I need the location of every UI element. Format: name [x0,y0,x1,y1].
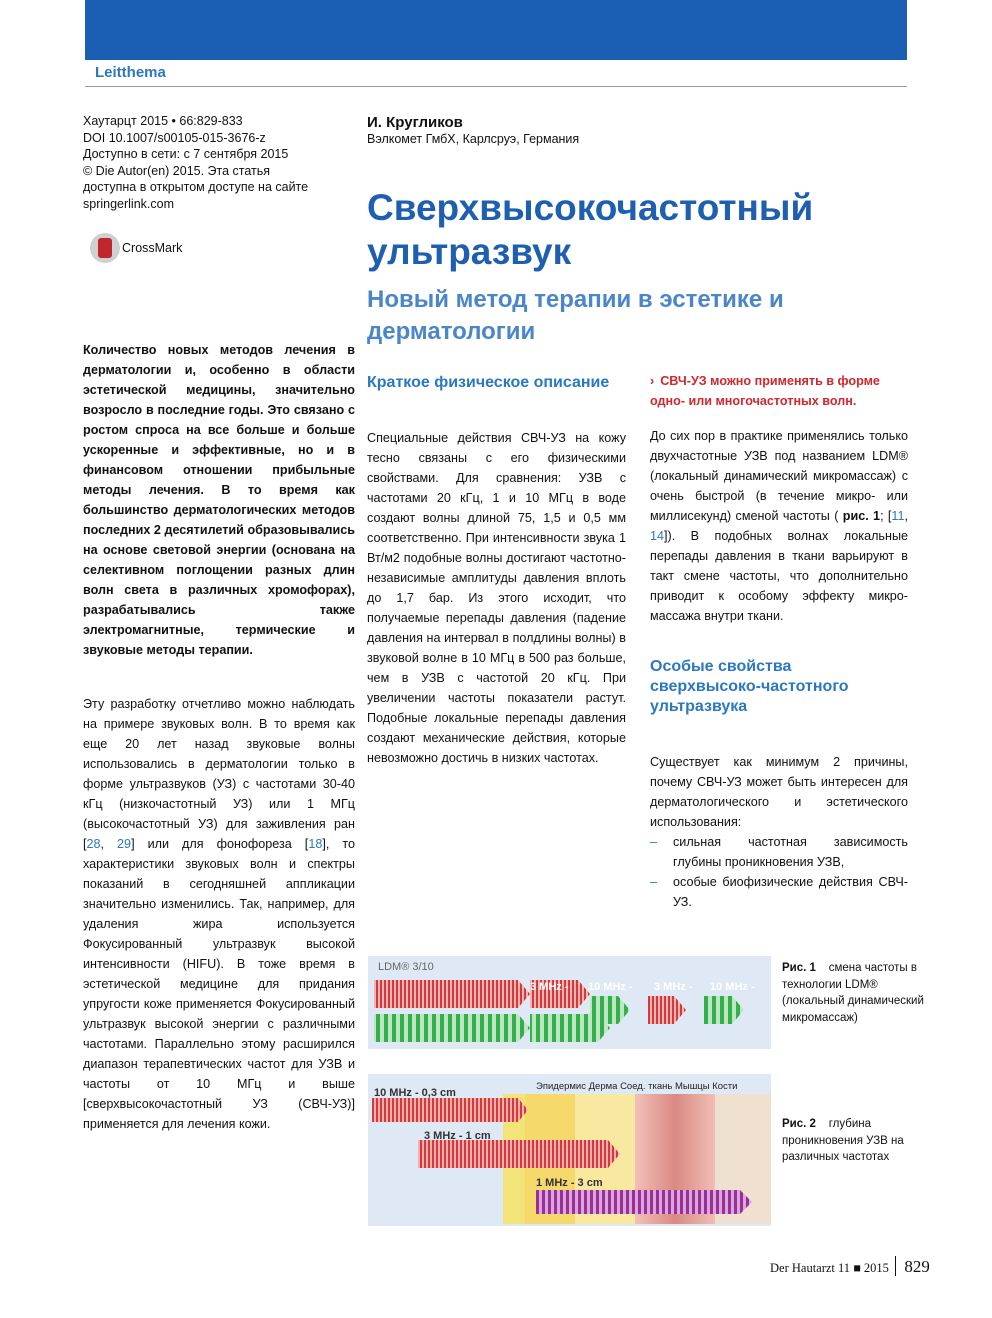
caption-label: Рис. 1 [782,962,816,974]
frequency-label: 10 MHz - [710,981,755,993]
crossmark-icon [90,233,120,263]
figure-1-brand: LDM® 3/10 [378,961,434,973]
frequency-label: 3 MHz - [654,981,693,993]
red-wave-band [648,996,686,1024]
list-item [650,872,908,912]
reference-link[interactable]: 11 [891,509,905,523]
figure-1-graphic [368,956,771,1049]
wave-label: 10 MHz - 0,3 cm [374,1087,456,1099]
dash-bullet-icon: – [650,875,658,889]
divider [895,1256,897,1276]
reference-link[interactable]: 29 [117,837,132,851]
wave-10mhz [372,1098,528,1122]
caption-text: смена частоты в технологии LDM® (локальный динамический микромассаж) [782,962,924,1024]
green-wave-band [704,996,744,1024]
body-text: ], то характеристики звуковых волн и спектры показаний в сегодняшней аппликации значительно изменились. Так, например, для удаления жира используется Фокусированный ультразвук высокой интенсивности (HIFU). В тоже время в эстетической медицине для придания упругости коже применяется Фокусированный ультразвук высокой энергии с различными частотами. Параллельно этому расширился диапазон терапевтических частот для УЗВ и частоты от 10 МГц и выше [сверхвысокочастотный УЗ (СВЧ-УЗ)] применяется для лечения кожи. [83,837,355,1131]
green-wave-band [590,996,630,1024]
dash-bullet-icon: – [650,835,658,849]
meta-line: доступна в открытом доступе на сайте [83,180,309,195]
journal-name: Der Hautarzt 11 [770,1261,851,1275]
reference-link[interactable]: 28 [86,837,101,851]
figure-1 [368,956,771,1049]
wave-1mhz [536,1190,752,1214]
article-meta [83,113,343,213]
header-rule [85,86,907,87]
crossmark-badge[interactable] [90,233,182,263]
body-column-1 [83,694,355,1134]
chevron-right-icon: › [650,374,655,388]
figure-reference[interactable]: рис. 1 [842,509,881,523]
affiliation: Вэлкомет ГмбХ, Карлсруэ, Германия [367,132,580,146]
page-number: 829 [904,1257,930,1276]
list-item-text: сильная частотная зависимость глубины проникновения УЗВ, [673,835,908,869]
article-title: Сверхвысокочастотный ультразвук [367,187,814,272]
journal-year: 2015 [863,1261,889,1275]
meta-line: © Die Autor(en) 2015. Эта статья [83,163,271,178]
highlight-text: СВЧ-УЗ можно применять в форме одно- или многочастотных волн. [650,374,880,408]
frequency-label: 10 MHz - [588,981,633,993]
body-text: Существует как минимум 2 причины, почему СВЧ-УЗ может быть интересен для дерматологического и эстетического использования: [650,755,908,829]
highlight-statement [650,371,908,411]
caption-text: глубина проникновения УЗВ на различных частотах [782,1118,904,1163]
body-column-3 [650,426,908,626]
body-column-3b [650,752,908,912]
meta-line: Хаутарцт 2015 • 66:829-833 [83,114,243,128]
meta-line: Доступно в сети: с 7 сентября 2015 [83,147,289,162]
section-heading: Особые свойства сверхвысоко-частотного ультразвука [650,658,849,715]
figure-2-graphic [368,1074,771,1226]
list-item-text: особые биофизические действия СВЧ-УЗ. [673,875,908,909]
top-color-bar [85,0,907,60]
meta-line: DOI 10.1007/s00105-015-3676-z [83,130,266,145]
body-column-2: Специальные действия СВЧ-УЗ на кожу тесно связаны с его физическими свойствами. Для сравнения: УЗВ с частотами 20 кГц, 1 и 10 МГц в воде создают волны длиной 75, 1,5 и 0,5 мм соответственно. При интенсивности звука 1 Вт/м2 подобные волны достигают частотно-независимые амплитуды давления вплоть до 1,7 бар. Из этого исходит, что получаемые перепады давления (падение давления на интервал в полдлины волны) в звуковой волне в 10 МГц в 500 раз больше, чем в УЗВ с частотой 20 кГц. При увеличении частоты показатели растут. Подобные локальные перепады давления создают механические действия, которые невозможно достичь в низких частотах. [367,431,626,765]
body-text: ]). В подобных волнах локальные перепады давления в ткани варьируют в такт смене частоты, что дополнительно приводит к особому эффекту микро-массажа внутри ткани. [650,529,908,623]
wave-label: 1 MHz - 3 cm [536,1177,603,1189]
reference-link[interactable]: 14 [650,529,665,543]
section-label: Leitthema [95,64,166,81]
figure-2-caption [782,1116,912,1166]
section-heading: Краткое физическое описание [367,374,610,391]
page-footer [770,1256,930,1277]
body-text: , [100,837,118,851]
red-wave-band [374,980,530,1008]
body-text: , [904,509,908,523]
article-subtitle: Новый метод терапии в эстетике и дерматологии [367,286,784,345]
tissue-layers-label: Эпидермис Дерма Соед. ткань Мышцы Кости [536,1081,738,1092]
frequency-label: 3 MHz - [530,981,569,993]
list-item [650,832,908,872]
reference-link[interactable]: 18 [308,837,323,851]
body-text: ; [ [880,509,892,523]
body-text: ] или для фонофореза [ [131,837,309,851]
figure-1-caption [782,960,942,1026]
crossmark-label: CrossMark [122,241,183,255]
caption-label: Рис. 2 [782,1118,816,1130]
abstract: Количество новых методов лечения в дерматологии и, особенно в области эстетической медицины, значительно возросло в последние годы. Это связано с ростом спроса на все больше и больше ускоренные и эффективные, но и в финансовом отношении прибыльные методы лечения. В то время как большинство дерматологических методов последних 2 десятилетий образовывались на основе световой энергии (основана на селективном поглощении разных длин волн света в различных хромофорах), разрабатывались также электромагнитные, термические и звуковые методы терапии. [83,343,355,657]
square-icon: ■ [853,1261,861,1275]
green-wave-band [374,1014,530,1042]
figure-2 [368,1074,771,1226]
body-text: Эту разработку отчетливо можно наблюдать на примере звуковых волн. В то время как еще 20 лет назад звуковые волны использовались в дерматологии только в форме ультразвуков (УЗ) с частотами 30-40 кГц (низкочастотный УЗ) или 1 МГц (высокочастотный УЗ) для заживления ран [ [83,697,355,851]
wave-label: 3 MHz - 1 cm [424,1130,491,1142]
wave-3mhz [418,1140,620,1168]
meta-line[interactable]: springerlink.com [83,196,175,211]
body-text: До сих пор в практике применялись только двухчастотные УЗВ под названием LDM® (локальный динамический микромассаж) с очень быстрой (в течение микро- или миллисекунд) сменой частоты ( [650,429,908,523]
author-name: И. Кругликов [367,114,463,131]
